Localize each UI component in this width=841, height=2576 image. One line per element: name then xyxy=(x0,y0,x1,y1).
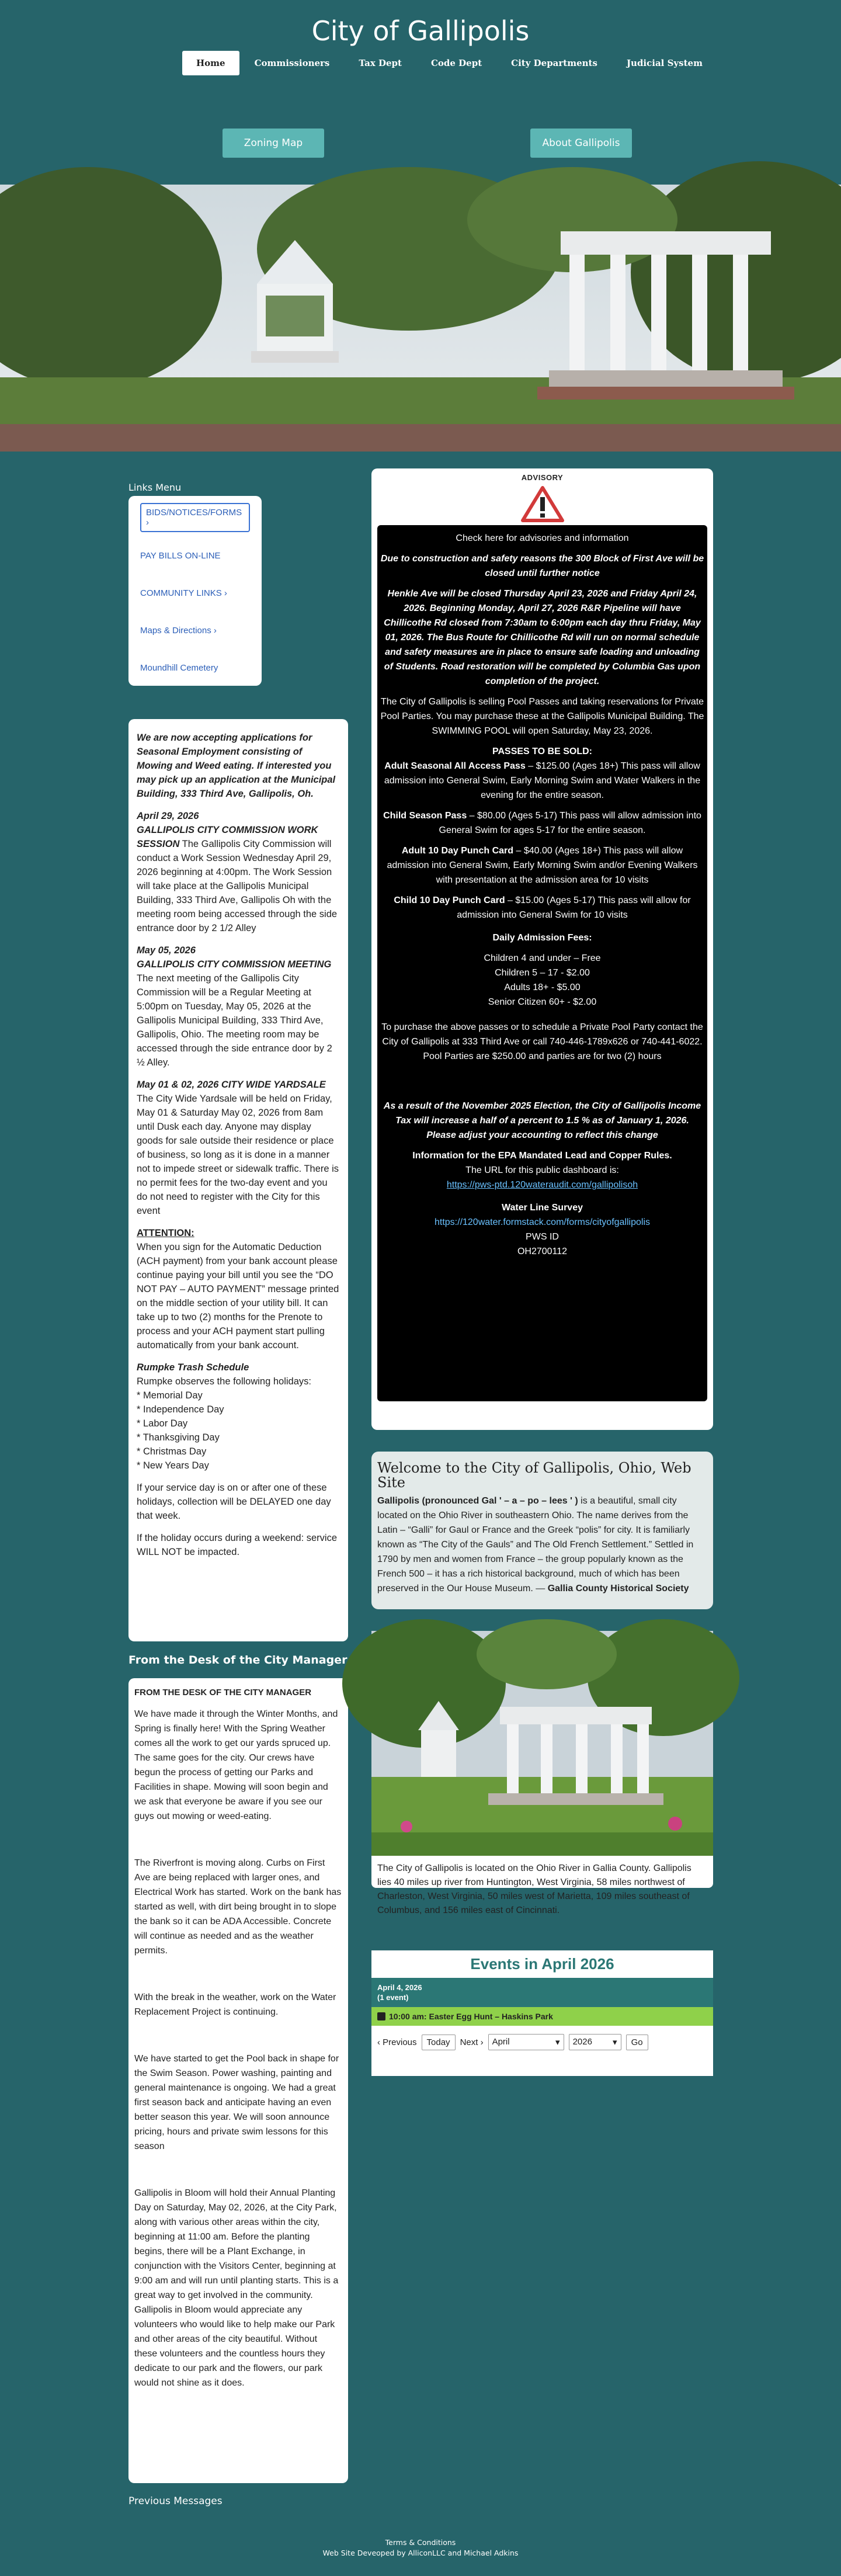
pool-contact: To purchase the above passes or to schedule a Private Pool Party contact the City of Gallipolis at 333 Third Ave or call 740-446-1789x626 or 740-441-6022. Pool Parties are $250.00 and parties are for two (2) hours xyxy=(381,1022,703,1061)
year-select[interactable]: 2026 ▾ xyxy=(569,2034,621,2050)
chevron-down-icon: ▾ xyxy=(555,2037,560,2047)
desk-paragraph: The Riverfront is moving along. Curbs on First Ave are being replaced with larger ones, and Electrical Work has started. Work on the bank has started as well, with dirt being brought in to slope the bank so it can be ADA Accessible. Concrete will continue as needed and as the weather permits. xyxy=(134,1858,342,1956)
zoning-map-button[interactable]: Zoning Map xyxy=(223,129,324,158)
news-item: If your service day is on or after one of these holidays, collection will be DELAYED one day that week. xyxy=(137,1483,331,1521)
welcome-text: Gallipolis (pronounced Gal ' – a – po – lees ' ) is a beautiful, small city located on the Ohio River in southeastern Ohio. The name derives from the Latin – “Galli” for Gaul or France and the Greek “polis” for city. It is familiarly known as “The City of the Gauls” and The Old French Settlement.” Settled in 1790 by men and women from France – the group popularly known as the French 500 – it has a rich historical background, much of which has been preserved in the Our House Museum. — Gallia County Historical Society xyxy=(377,1496,694,1593)
passes-heading: PASSES TO BE SOLD: xyxy=(492,747,592,756)
links-menu xyxy=(128,496,262,686)
pool-notice: The City of Gallipolis is selling Pool Passes and taking reservations for Private Pool Parties. You may purchase these at the Gallipolis Municipal Building. The SWIMMING POOL will open Saturday, May 23, 2026. xyxy=(380,697,704,736)
news-item: Rumpke Trash Schedule Rumpke observes the following holidays: * Memorial Day * Independence Day * Labor Day * Thanksgiving Day * Christmas Day * New Years Day xyxy=(137,1362,311,1471)
news-item: We are now accepting applications for Seasonal Employment consisting of Mowing and Weed eating. If interested you may pick up an application at the Municipal Building, 333 Third Ave, Gallipolis, Oh. xyxy=(137,732,336,799)
link-maps-directions[interactable]: Maps & Directions › xyxy=(140,625,217,636)
desk-section-title: From the Desk of the City Manager xyxy=(128,1654,347,1667)
pws-label: PWS ID xyxy=(526,1232,559,1242)
advisory-label: ADVISORY xyxy=(521,473,564,482)
pass-item: Child 10 Day Punch Card – $15.00 (Ages 5-17) This pass will allow for admission into General Swim for 10 visits xyxy=(394,895,691,920)
pws-id: OH2700112 xyxy=(517,1247,568,1256)
footer xyxy=(0,2537,841,2558)
calendar-icon xyxy=(377,2012,385,2020)
fee-item: Children 4 and under – Free xyxy=(484,953,601,963)
epa-text: The URL for this public dashboard is: xyxy=(465,1165,619,1175)
fee-item: Adults 18+ - $5.00 xyxy=(504,983,581,992)
fee-item: Children 5 – 17 - $2.00 xyxy=(495,968,590,978)
previous-messages-link[interactable]: Previous Messages xyxy=(128,2495,223,2507)
footer-credit: Web Site Deveoped by AlliconLLC and Michael Adkins xyxy=(322,2549,519,2557)
news-panel xyxy=(128,719,348,1641)
links-menu-title: Links Menu xyxy=(128,482,182,493)
news-item: If the holiday occurs during a weekend: service WILL NOT be impacted. xyxy=(137,1533,338,1557)
go-button[interactable]: Go xyxy=(626,2035,648,2050)
desk-paragraph: We have made it through the Winter Months, and Spring is finally here! With the Spring Weather comes all the work to get our yards spruced up. The same goes for the city. Our crews have begun the process of getting our Parks and Facilities in shape. Mowing will soon begin and we ask that everyone be aware if you see our guys out mowing or weed-eating. xyxy=(134,1709,338,1821)
previous-month-button[interactable]: ‹ Previous xyxy=(377,2037,417,2047)
terms-link[interactable]: Terms & Conditions xyxy=(385,2538,456,2547)
link-bids-notices-forms[interactable]: BIDS/NOTICES/FORMS › xyxy=(140,503,250,532)
link-community-links[interactable]: COMMUNITY LINKS › xyxy=(140,588,227,598)
link-pay-bills-online[interactable]: PAY BILLS ON-LINE xyxy=(140,550,221,561)
pass-item: Child Season Pass – $80.00 (Ages 5-17) This pass will allow admission into General Swim for ages 5-17 for the entire season. xyxy=(383,811,701,835)
advisory-content xyxy=(377,525,707,1401)
income-tax-notice: As a result of the November 2025 Election, the City of Gallipolis Income Tax will increase a half of a percent to 1.5 % as of January 1, 2026. Please adjust your accounting to reflect this change xyxy=(383,1101,701,1140)
advisory-notice: Due to construction and safety reasons the 300 Block of First Ave will be closed until further notice xyxy=(380,554,704,578)
pass-item: Adult Seasonal All Access Pass – $125.00 (Ages 18+) This pass will allow admission into General Swim, Early Morning Swim and Water Walkers in the evening for the entire season. xyxy=(384,761,701,800)
events-controls xyxy=(371,2026,713,2058)
month-select[interactable]: April ▾ xyxy=(488,2034,564,2050)
nav-city-departments[interactable]: City Departments xyxy=(511,58,597,68)
welcome-panel xyxy=(371,1452,713,1609)
news-item: April 29, 2026 GALLIPOLIS CITY COMMISSION WORK SESSION The Gallipolis City Commission will conduct a Work Session Wednesday April 29, 2026 beginning at 4:00pm. The Work Session will take place at the Gallipolis Municipal Building, 333 Third Ave, Gallipolis Oh with the meeting room being accessed through the side entrance door by 2 1/2 Alley xyxy=(137,811,338,933)
hero-image xyxy=(0,185,841,452)
advisory-notice: Henkle Ave will be closed Thursday April 23, 2026 and Friday April 24, 2026. Beginning Monday, April 27, 2026 R&R Pipeline will have Chillicothe Rd closed from 7:30am to 6:00pm each day thru Friday, May 01, 2026. The Bus Route for Chillicothe Rd will run on normal schedule and safety measures are in place to ensure safe loading and unloading of Students. Road restoration will be completed by Columbia Gas upon completion of the project. xyxy=(384,589,701,686)
site-title: City of Gallipolis xyxy=(311,15,530,47)
events-calendar xyxy=(371,1950,713,2076)
city-manager-panel xyxy=(128,1678,348,2483)
top-nav xyxy=(182,51,717,75)
news-item: May 05, 2026 GALLIPOLIS CITY COMMISSION MEETING The next meeting of the Gallipolis City Commission will be a Regular Meeting at 5:00pm on Tuesday, May 05, 2026 at the Gallipolis Municipal Building, 333 Third Ave, Gallipolis, Ohio. The meeting room may be accessed through the side entrance door by 2 ½ Alley. xyxy=(137,945,332,1068)
welcome-title: Welcome to the City of Gallipolis, Ohio, Web Site xyxy=(377,1460,691,1491)
link-moundhill-cemetery[interactable]: Moundhill Cemetery xyxy=(140,662,218,673)
nav-judicial-system[interactable]: Judicial System xyxy=(626,58,703,68)
chevron-down-icon: ▾ xyxy=(613,2037,617,2047)
news-item: ATTENTION: When you sign for the Automatic Deduction (ACH payment) from your bank account please continue paying your bill until you see the “DO NOT PAY – AUTO PAYMENT” message printed on the middle section of your utility bill. It can take up to two (2) months for the Prenote to process and your ACH payment start pulling automatically from your bank account. xyxy=(137,1228,339,1351)
fees-heading: Daily Admission Fees: xyxy=(492,933,592,943)
today-button[interactable]: Today xyxy=(422,2035,456,2050)
nav-tax-dept[interactable]: Tax Dept xyxy=(359,58,402,68)
water-survey-link[interactable]: https://120water.formstack.com/forms/cityofgallipolis xyxy=(434,1217,651,1227)
park-gazebo-image xyxy=(371,1631,713,1856)
desk-paragraph: We have started to get the Pool back in shape for the Swim Season. Power washing, painting and general maintenance is ongoing. We had a great first season back and anticipate having an even better season this year. We will soon announce pricing, hours and private swim lessons for this season xyxy=(134,2054,339,2151)
events-title: Events in April 2026 xyxy=(470,1955,614,1973)
pass-item: Adult 10 Day Punch Card – $40.00 (Ages 18+) This pass will allow admission into General Swim, Early Morning Swim and/or Evening Walkers with presentation at the admission area for 10 visits xyxy=(387,846,698,885)
epa-heading: Information for the EPA Mandated Lead and Copper Rules. xyxy=(412,1151,672,1161)
event-date-header: April 4, 2026 (1 event) xyxy=(371,1978,713,2007)
event-item[interactable]: 10:00 am: Easter Egg Hunt – Haskins Park xyxy=(371,2007,713,2026)
fee-item: Senior Citizen 60+ - $2.00 xyxy=(488,997,597,1007)
desk-paragraph: With the break in the weather, work on the Water Replacement Project is continuing. xyxy=(134,1992,336,2017)
location-caption: The City of Gallipolis is located on the Ohio River in Gallia County. Gallipolis lies 40 miles up river from Huntington, West Virginia, 58 miles northwest of Charleston, West Virginia, 50 miles west of Marietta, 109 miles southeast of Columbus, and 156 miles east of Cincinnati. xyxy=(377,1863,691,1915)
warning-icon xyxy=(521,485,564,523)
survey-heading: Water Line Survey xyxy=(501,1203,583,1213)
nav-code-dept[interactable]: Code Dept xyxy=(430,58,482,68)
desk-heading: FROM THE DESK OF THE CITY MANAGER xyxy=(134,1688,312,1697)
about-gallipolis-button[interactable]: About Gallipolis xyxy=(530,129,632,158)
advisory-panel xyxy=(371,468,713,1430)
epa-dashboard-link[interactable]: https://pws-ptd.120wateraudit.com/gallipolisoh xyxy=(446,1180,638,1190)
desk-paragraph: Gallipolis in Bloom will hold their Annual Planting Day on Saturday, May 02, 2026, at the City Park, along with various other areas within the city, beginning at 11:00 am. Before the planting begins, there will be a Plant Exchange, in conjunction with the Visitors Center, beginning at 9:00 am and will run until planting starts. This is a great way to get involved in the community. Gallipolis in Bloom would appreciate any volunteers who would like to help make our Park and other areas of the city beautiful. Without these volunteers and the countless hours they dedicate to our park and the flowers, our park would not shine as it does. xyxy=(134,2188,339,2388)
next-month-button[interactable]: Next › xyxy=(460,2037,484,2047)
location-panel xyxy=(371,1631,713,1915)
nav-home[interactable]: Home xyxy=(182,51,239,75)
advisory-check-link[interactable]: Check here for advisories and information xyxy=(456,533,629,543)
news-item: May 01 & 02, 2026 CITY WIDE YARDSALE The City Wide Yardsale will be held on Friday, May 01 & Saturday May 02, 2026 from 8am until Dusk each day. Anyone may display goods for sale outside their residence or place of business, so long as it is done in a manner not to impede street or sidewalk traffic. There is no permit fees for the two-day event and you do not need to register with the City for this event xyxy=(137,1079,339,1216)
nav-commissioners[interactable]: Commissioners xyxy=(254,58,330,68)
